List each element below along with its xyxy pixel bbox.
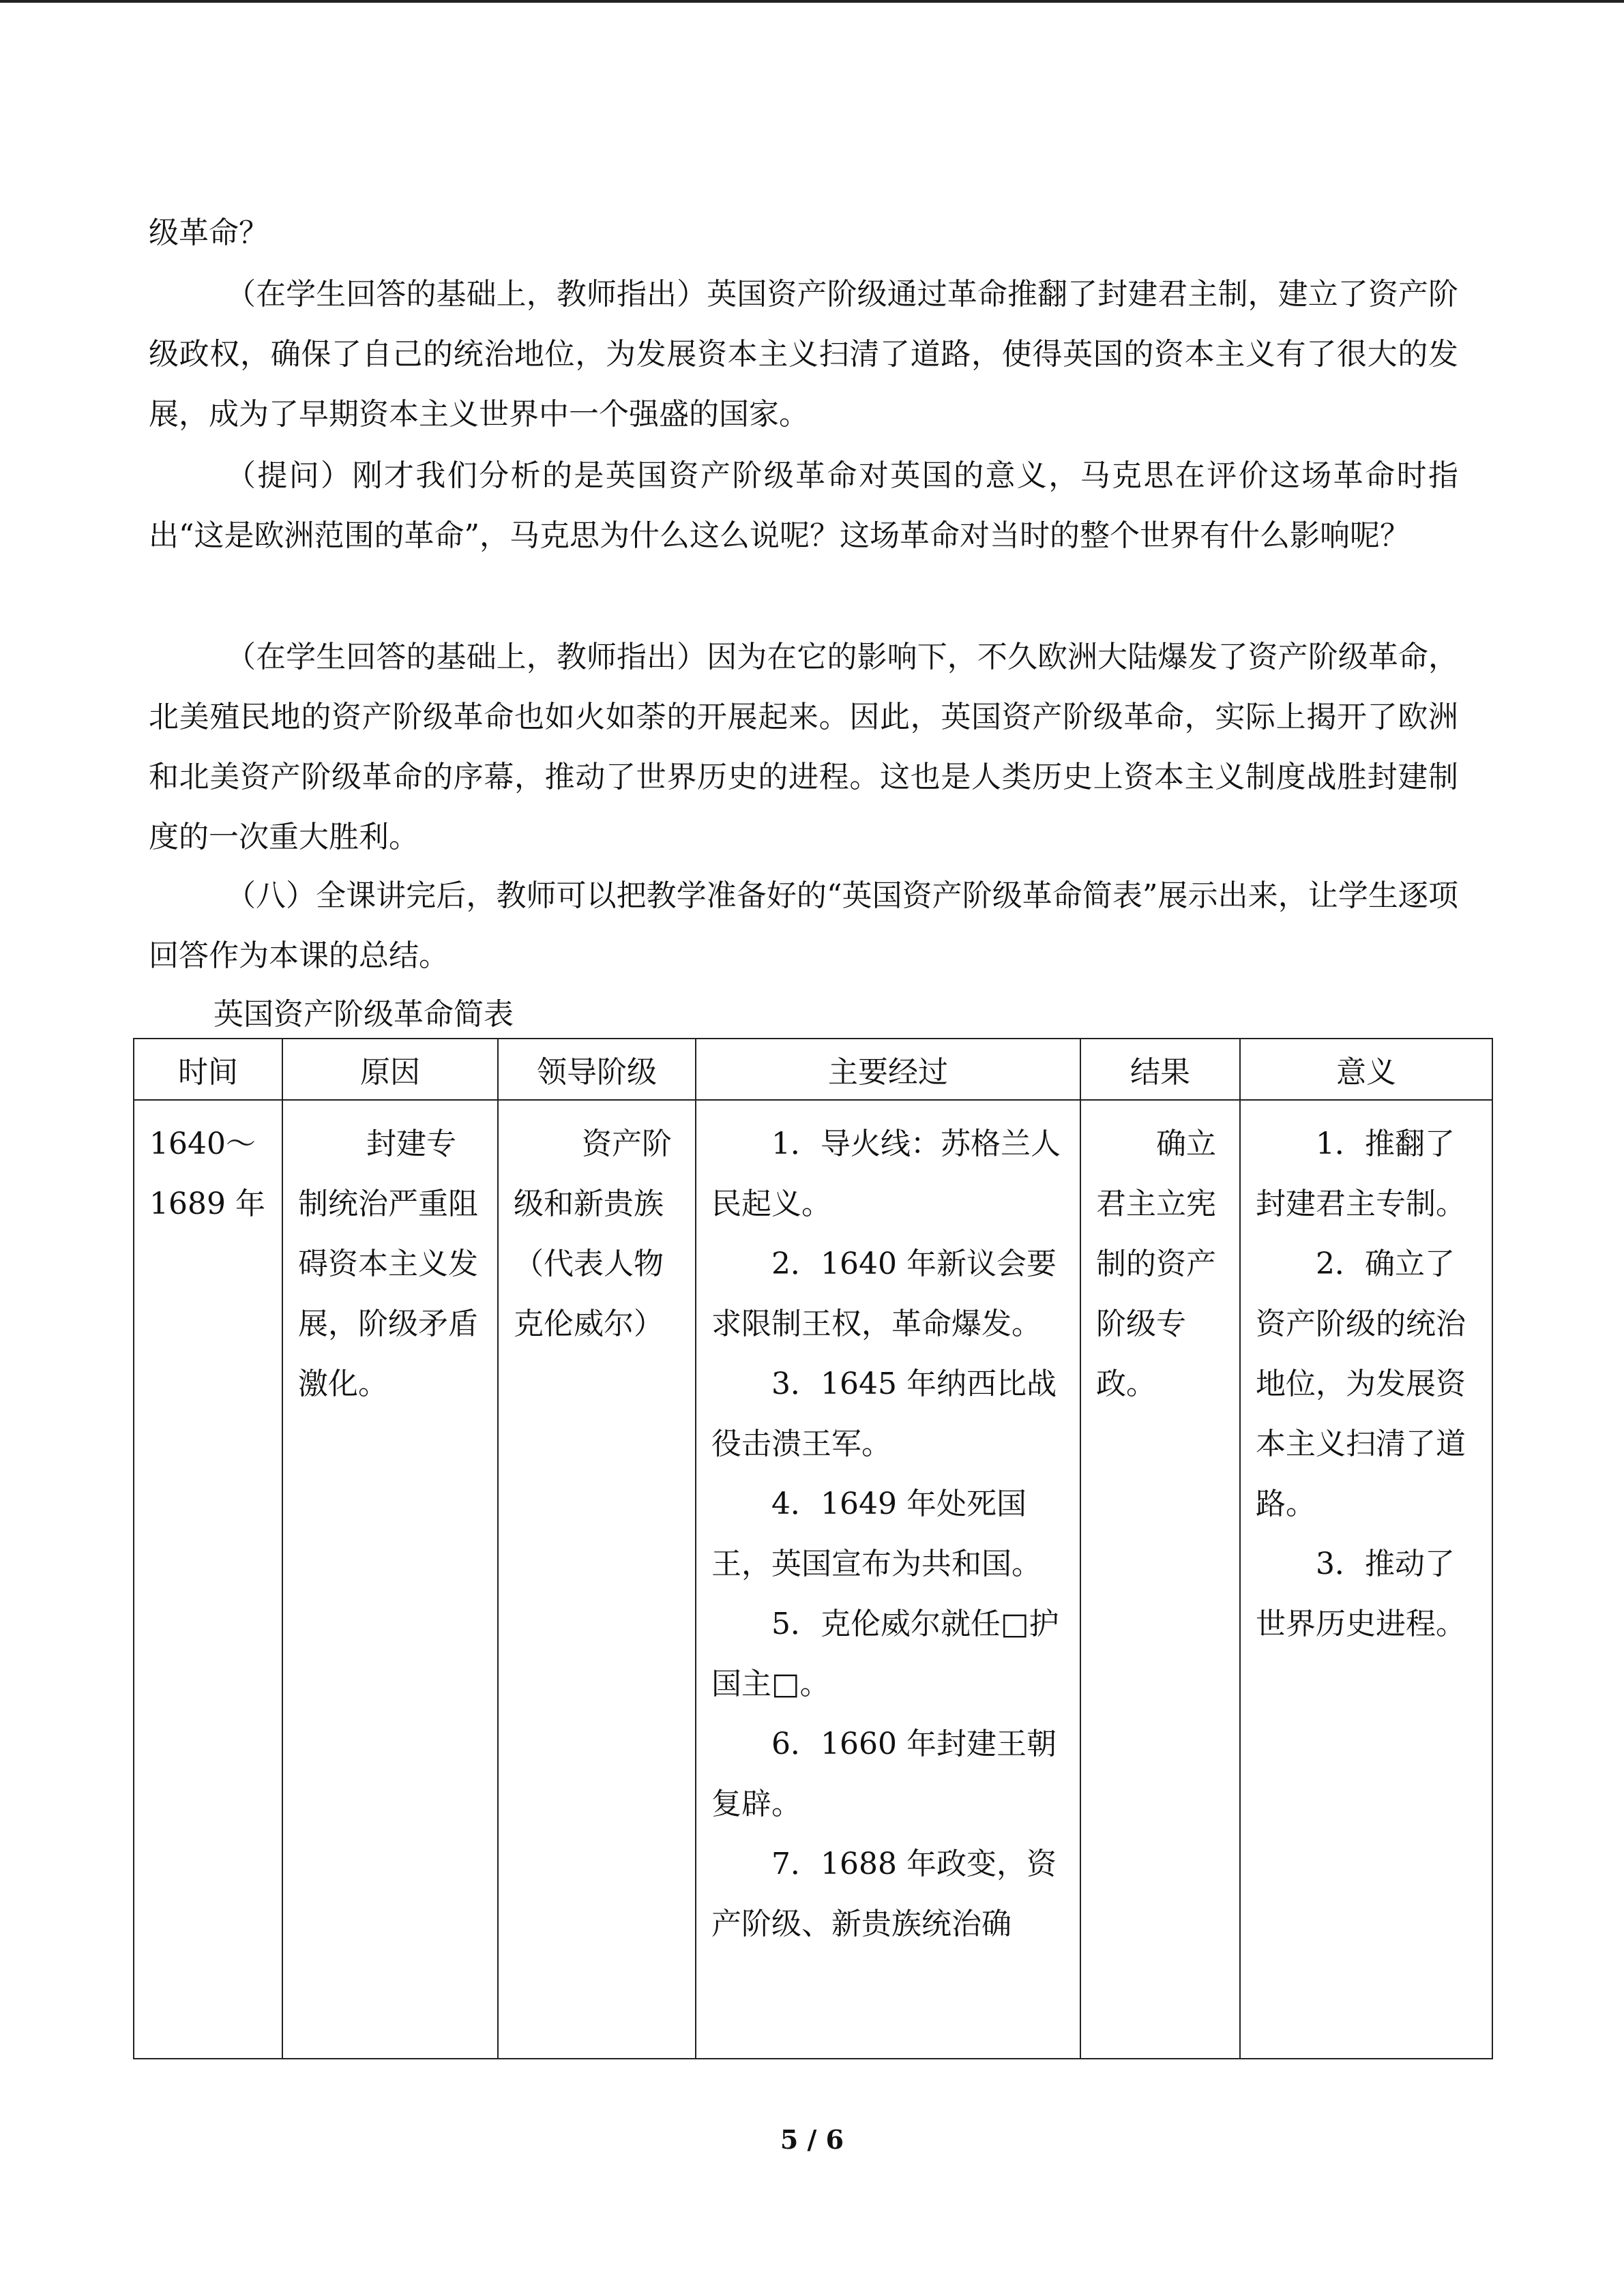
significance-item: 1．推翻了封建君主专制。	[1256, 1127, 1466, 1221]
table-row	[134, 1100, 1492, 2059]
paragraph-question: （提问）刚才我们分析的是英国资产阶级革命对英国的意义，马克思在评价这场革命时指出“这是欧洲范围的革命”，马克思为什么这么说呢？这场革命对当时的整个世界有什么影响呢？	[149, 458, 1458, 553]
cell-significance	[1240, 1100, 1492, 2059]
process-step: 4．1649 年处死国王，英国宣布为共和国。	[711, 1487, 1042, 1581]
cell-cause	[282, 1100, 498, 2059]
cell-result	[1080, 1100, 1240, 2059]
cause-text: 封建专制统治严重阻碍资本主义发展，阶级矛盾激化。	[298, 1127, 478, 1401]
time-end: 1689 年	[149, 1187, 265, 1221]
cell-process	[696, 1100, 1080, 2059]
header-significance: 意义	[1240, 1039, 1492, 1100]
table-caption: 英国资产阶级革命简表	[213, 997, 514, 1032]
process-step: 3．1645 年纳西比战役击溃王军。	[711, 1367, 1057, 1461]
process-step: 7．1688 年政变，资产阶级、新贵族统治确	[711, 1847, 1057, 1941]
process-step: 1．导火线：苏格兰人民起义。	[711, 1127, 1061, 1221]
paragraph-intro-tail: 级革命？	[149, 215, 269, 250]
significance-item: 2．确立了资产阶级的统治地位，为发展资本主义扫清了道路。	[1256, 1247, 1466, 1521]
header-result: 结果	[1080, 1039, 1240, 1100]
process-step: 2．1640 年新议会要求限制王权，革命爆发。	[711, 1247, 1057, 1341]
leader-text: 资产阶级和新贵族（代表人物克伦威尔）	[514, 1127, 672, 1341]
header-process: 主要经过	[696, 1039, 1080, 1100]
top-border-line	[0, 0, 1624, 3]
paragraph-teacher-points-2: （在学生回答的基础上，教师指出）因为在它的影响下，不久欧洲大陆爆发了资产阶级革命，北美殖民地的资产阶级革命也如火如荼的开展起来。因此，英国资产阶级革命，实际上揭开了欧洲和北美资产阶级革命的序幕，推动了世界历史的进程。这也是人类历史上资本主义制度战胜封建制度的一次重大胜利。	[149, 640, 1458, 854]
result-text: 确立君主立宪制的资产阶级专政。	[1096, 1127, 1216, 1401]
process-step: 5．克伦威尔就任□护国主□。	[711, 1607, 1059, 1701]
paragraph-teacher-points-1: （在学生回答的基础上，教师指出）英国资产阶级通过革命推翻了封建君主制，建立了资产阶级政权，确保了自己的统治地位，为发展资本主义扫清了道路，使得英国的资本主义有了很大的发展，成为了早期资本主义世界中一个强盛的国家。	[149, 277, 1458, 432]
time-start: 1640～	[149, 1127, 256, 1161]
header-cause: 原因	[282, 1039, 498, 1100]
paragraph-summary-step: （八）全课讲完后，教师可以把教学准备好的“英国资产阶级革命简表”展示出来，让学生逐项回答作为本课的总结。	[149, 878, 1458, 973]
significance-item: 3．推动了世界历史进程。	[1256, 1547, 1466, 1641]
header-leader: 领导阶级	[498, 1039, 696, 1100]
page-number: 5 / 6	[780, 2124, 844, 2155]
process-step: 6．1660 年封建王朝复辟。	[711, 1727, 1057, 1821]
cell-time	[134, 1100, 282, 2059]
table-header-row	[134, 1039, 1492, 1100]
revolution-summary-table	[133, 1038, 1493, 2059]
cell-leader	[498, 1100, 696, 2059]
header-time: 时间	[134, 1039, 282, 1100]
